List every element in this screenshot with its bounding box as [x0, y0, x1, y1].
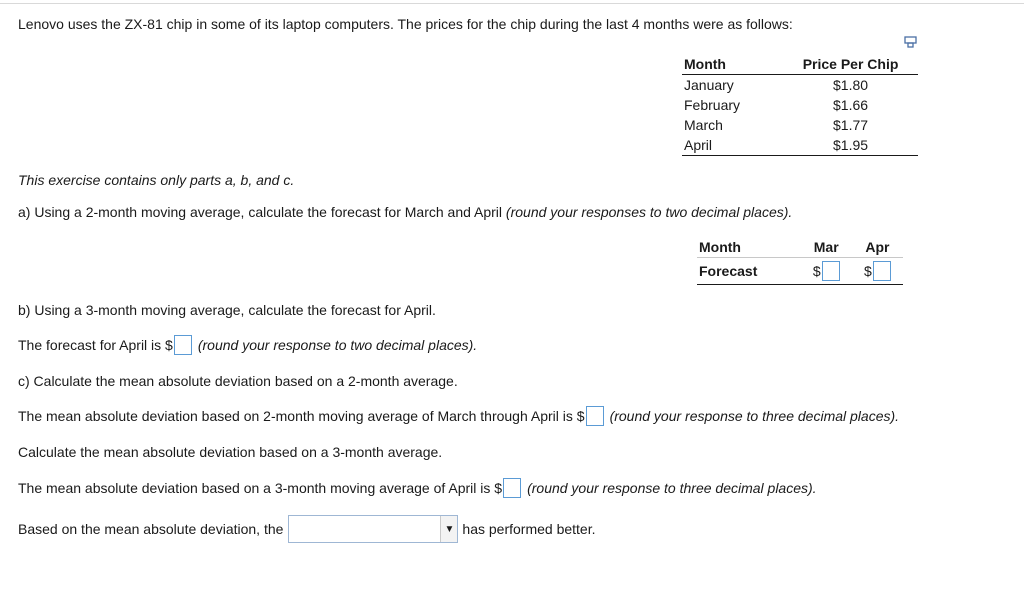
currency-sign: $: [864, 263, 872, 279]
part-a-question: [18, 204, 792, 220]
month-cell: April: [682, 135, 759, 156]
conclusion-prefix: Based on the mean absolute deviation, the: [18, 521, 284, 537]
price-table: [682, 54, 918, 156]
col-month-header: Month: [682, 54, 759, 75]
month-cell: January: [684, 77, 734, 93]
price-cell: $1.95: [759, 135, 918, 156]
mad-2month-input[interactable]: [586, 406, 604, 426]
forecast-col-apr: Apr: [852, 237, 903, 258]
part-c-line2-text: The mean absolute deviation based on a 3-month moving average of April is $: [18, 480, 503, 496]
col-price-header: Price Per Chip: [759, 54, 918, 75]
table-row: [682, 95, 918, 115]
forecast-col-mar: Mar: [801, 237, 852, 258]
part-c-question: c) Calculate the mean absolute deviation based on a 2-month average.: [18, 373, 458, 389]
currency-sign: $: [812, 263, 821, 279]
forecast-mar-wrap: [813, 261, 840, 281]
part-b-line-text: The forecast for April is $: [18, 337, 173, 353]
part-b-hint: (round your response to two decimal places).: [197, 337, 478, 353]
forecast-apr-cell: [852, 258, 903, 285]
dropdown-arrow-icon[interactable]: ▼: [440, 516, 457, 542]
copy-table-icon[interactable]: [904, 36, 918, 48]
part-c-hint2: (round your response to three decimal places).: [527, 480, 817, 496]
part-c-line1-text: The mean absolute deviation based on 2-month moving average of March through April is $: [18, 408, 585, 424]
top-divider: [0, 3, 1024, 4]
part-c-question-2: Calculate the mean absolute deviation based on a 3-month average.: [18, 444, 443, 460]
month-cell: February: [684, 97, 741, 113]
forecast-table-header: [697, 237, 903, 258]
forecast-row: [697, 258, 903, 285]
part-c-hint1: (round your response to three decimal places).: [609, 408, 900, 424]
conclusion-suffix: has performed better.: [462, 521, 596, 537]
mad-3month-input[interactable]: [503, 478, 521, 498]
forecast-mar-cell: [801, 258, 852, 285]
problem-intro: Lenovo uses the ZX-81 chip in some of its laptop computers. The prices for the chip during the last 4 months were as follows:: [18, 16, 793, 32]
conclusion-line: [18, 515, 596, 543]
part-b-question: b) Using a 3-month moving average, calculate the forecast for April.: [18, 302, 436, 318]
method-select-dropdown[interactable]: [288, 515, 458, 543]
price-cell: $1.66: [833, 97, 869, 113]
forecast-mar-input[interactable]: [822, 261, 840, 281]
exercise-note: This exercise contains only parts a, b, and c.: [18, 172, 295, 188]
part-b-answer-line: [18, 335, 477, 355]
forecast-col-month: Month: [697, 237, 801, 258]
forecast-table: [697, 237, 903, 285]
month-cell: March: [684, 117, 723, 133]
forecast-row-label: Forecast: [697, 258, 801, 285]
price-cell: $1.77: [833, 117, 869, 133]
price-cell: $1.80: [833, 77, 869, 93]
table-row: [682, 135, 918, 156]
part-a-text: a) Using a 2-month moving average, calculate the forecast for March and April: [18, 204, 506, 220]
price-table-header: [682, 54, 918, 75]
part-c-answer-line-1: [18, 406, 899, 426]
dropdown-selected-value: [289, 516, 440, 542]
part-a-hint: (round your responses to two decimal places).: [505, 204, 793, 220]
part-c-answer-line-2: [18, 478, 817, 498]
table-row: [682, 75, 918, 96]
forecast-apr-wrap: [864, 261, 891, 281]
forecast-april-3month-input[interactable]: [174, 335, 192, 355]
table-row: [682, 115, 918, 135]
forecast-apr-input[interactable]: [873, 261, 891, 281]
